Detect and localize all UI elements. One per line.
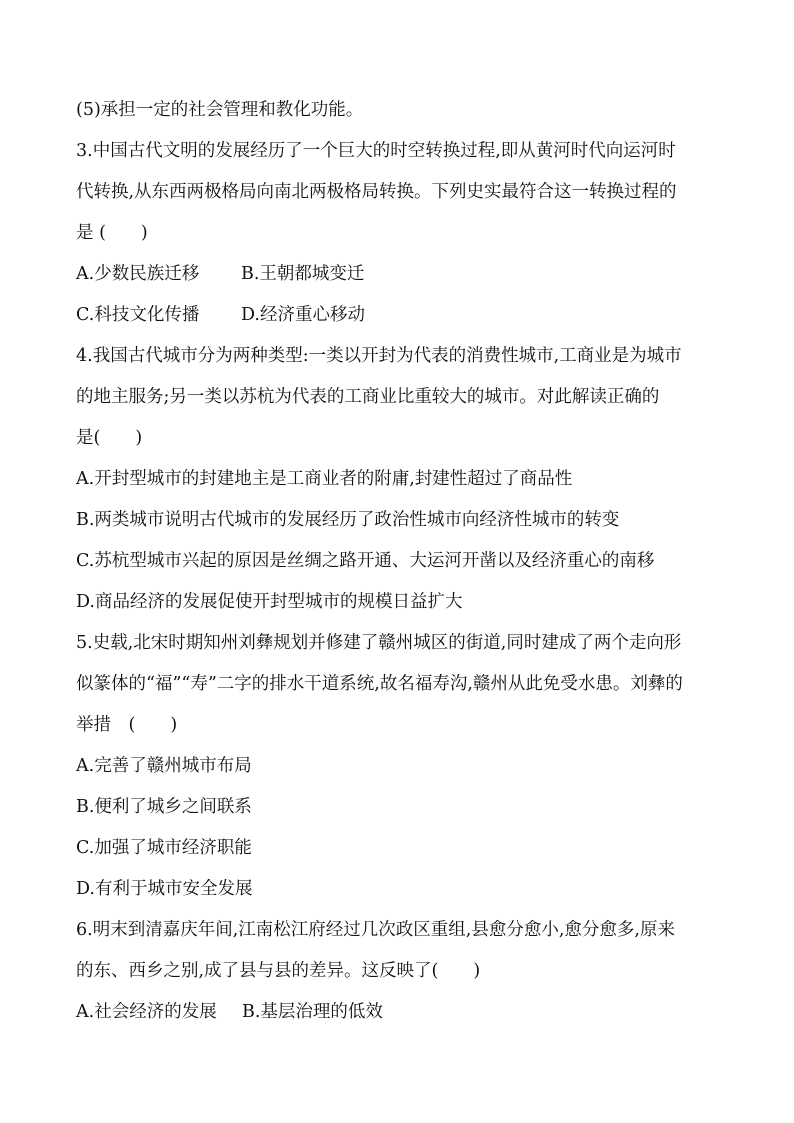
q3-options-row-1 (76, 264, 721, 284)
q5-option-d: D.有利于城市安全发展 (76, 879, 253, 899)
q4-option-c: C.苏杭型城市兴起的原因是丝绸之路开通、大运河开凿以及经济重心的南移 (76, 551, 655, 571)
q5-option-a: A.完善了赣州城市布局 (76, 756, 252, 776)
q5-stem-line-3: 举措 ( ) (76, 715, 178, 735)
question-5 (76, 633, 721, 899)
q3-stem-line-2: 代转换,从东西两极格局向南北两极格局转换。下列史实最符合这一转换过程的 (76, 182, 677, 202)
q6-options-row-1 (76, 1002, 721, 1022)
q5-option-b: B.便利了城乡之间联系 (76, 797, 252, 817)
q5-option-c: C.加强了城市经济职能 (76, 838, 252, 858)
q6-stem-line-1: 6.明末到清嘉庆年间,江南松江府经过几次政区重组,县愈分愈小,愈分愈多,原来 (76, 920, 675, 940)
q6-option-b: B.基层治理的低效 (242, 1002, 383, 1022)
q3-option-d: D.经济重心移动 (241, 305, 365, 325)
q6-stem-line-2: 的东、西乡之别,成了县与县的差异。这反映了( ) (76, 961, 481, 981)
q4-stem-line-1: 4.我国古代城市分为两种类型:一类以开封为代表的消费性城市,工商业是为城市 (76, 346, 682, 366)
q6-option-a: A.社会经济的发展 (76, 1002, 217, 1022)
document-page (76, 100, 721, 1043)
q3-option-a: A.少数民族迁移 (76, 264, 200, 284)
q3-option-c: C.科技文化传播 (76, 305, 200, 325)
q4-stem-line-3: 是( ) (76, 428, 143, 448)
q3-stem-line-1: 3.中国古代文明的发展经历了一个巨大的时空转换过程,即从黄河时代向运河时 (76, 141, 676, 161)
q4-stem-line-2: 的地主服务;另一类以苏杭为代表的工商业比重较大的城市。对此解读正确的 (76, 387, 660, 407)
q4-option-d: D.商品经济的发展促使开封型城市的规模日益扩大 (76, 592, 463, 612)
q4-option-b: B.两类城市说明古代城市的发展经历了政治性城市向经济性城市的转变 (76, 510, 620, 530)
intro-line: (5)承担一定的社会管理和教化功能。 (76, 100, 364, 120)
q3-option-b: B.王朝都城变迁 (241, 264, 365, 284)
question-6 (76, 920, 721, 1022)
q4-option-a: A.开封型城市的封建地主是工商业者的附庸,封建性超过了商品性 (76, 469, 573, 489)
q3-stem-line-3: 是 ( ) (76, 223, 148, 243)
question-3 (76, 141, 721, 325)
q3-options-row-2 (76, 305, 721, 325)
q5-stem-line-2: 似篆体的“福”“寿”二字的排水干道系统,故名福寿沟,赣州从此免受水患。刘彝的 (76, 674, 683, 694)
question-4 (76, 346, 721, 612)
q5-stem-line-1: 5.史载,北宋时期知州刘彝规划并修建了赣州城区的街道,同时建成了两个走向形 (76, 633, 682, 653)
